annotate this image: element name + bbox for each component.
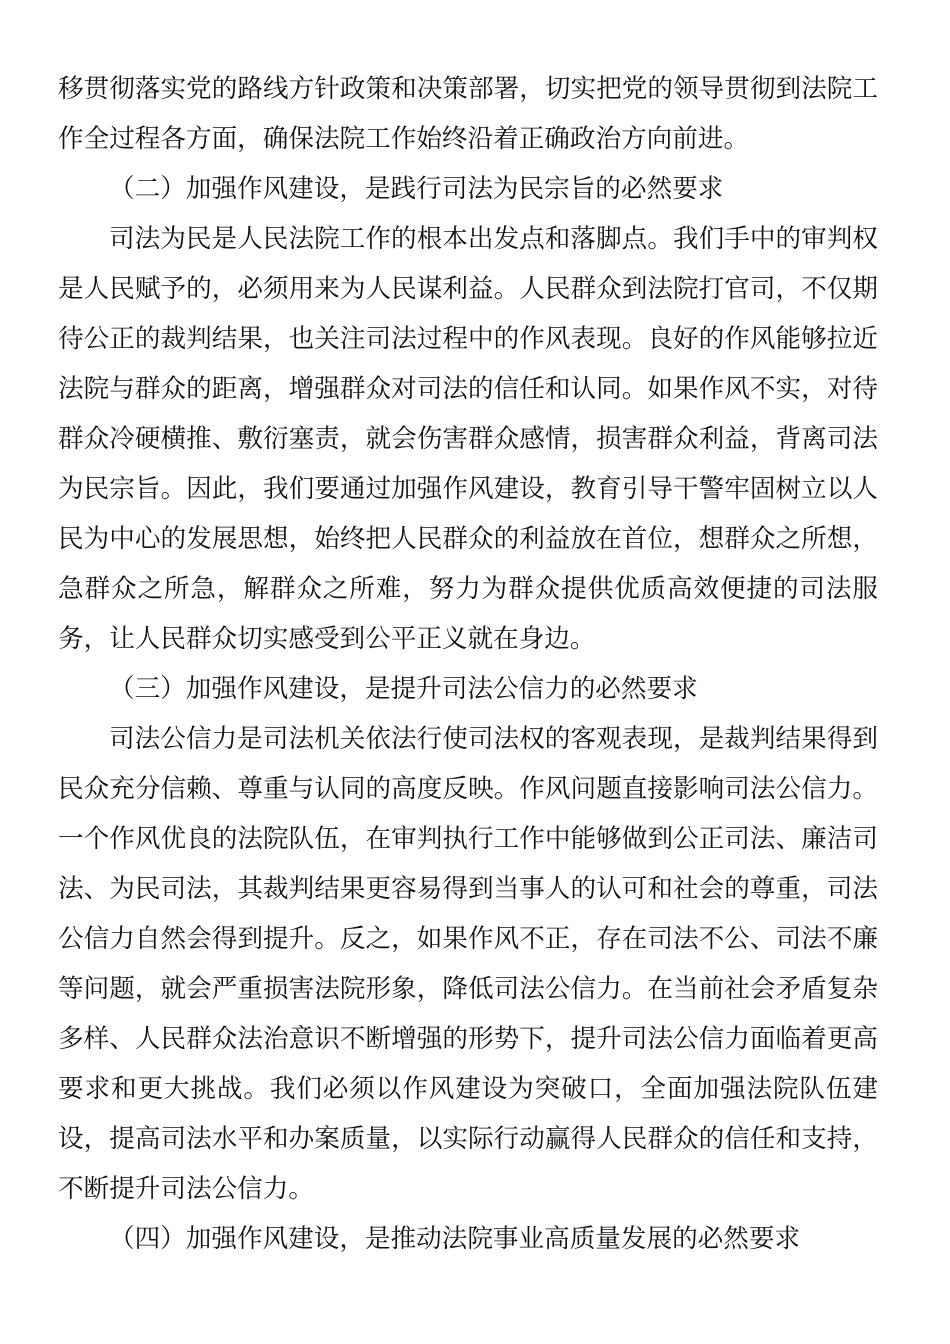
section-heading-3: （三）加强作风建设，是提升司法公信力的必然要求 <box>109 674 698 704</box>
section-heading-4: （四）加强作风建设，是推动法院事业高质量发展的必然要求 <box>109 1224 801 1254</box>
paragraph-section-2: 司法为民是人民法院工作的根本出发点和落脚点。我们手中的审判权是人民赋予的，必须用来为人民谋利益。人民群众到法院打官司，不仅期待公正的裁判结果，也关注司法过程中的作风表现。良好的作风能够拉近法院与群众的距离，增强群众对司法的信任和认同。如果作风不实，对待群众冷硬横推、敷衍塞责，就会伤害群众感情，损害群众利益，背离司法为民宗旨。因此，我们要通过加强作风建设，教育引导干警牢固树立以人民为中心的发展思想，始终把人民群众的利益放在首位，想群众之所想，急群众之所急，解群众之所难，努力为群众提供优质高效便捷的司法服务，让人民群众切实感受到公平正义就在身边。 <box>58 224 878 654</box>
paragraph-continued: 移贯彻落实党的路线方针政策和决策部署，切实把党的领导贯彻到法院工作全过程各方面，确保法院工作始终沿着正确政治方向前进。 <box>58 74 878 154</box>
document-page <box>58 64 878 1264</box>
paragraph-section-3: 司法公信力是司法机关依法行使司法权的客观表现，是裁判结果得到民众充分信赖、尊重与认同的高度反映。作风问题直接影响司法公信力。一个作风优良的法院队伍，在审判执行工作中能够做到公正司法、廉洁司法、为民司法，其裁判结果更容易得到当事人的认可和社会的尊重，司法公信力自然会得到提升。反之，如果作风不正，存在司法不公、司法不廉等问题，就会严重损害法院形象，降低司法公信力。在当前社会矛盾复杂多样、人民群众法治意识不断增强的形势下，提升司法公信力面临着更高要求和更大挑战。我们必须以作风建设为突破口，全面加强法院队伍建设，提高司法水平和办案质量，以实际行动赢得人民群众的信任和支持，不断提升司法公信力。 <box>58 724 878 1204</box>
section-heading-2: （二）加强作风建设，是践行司法为民宗旨的必然要求 <box>109 174 724 204</box>
